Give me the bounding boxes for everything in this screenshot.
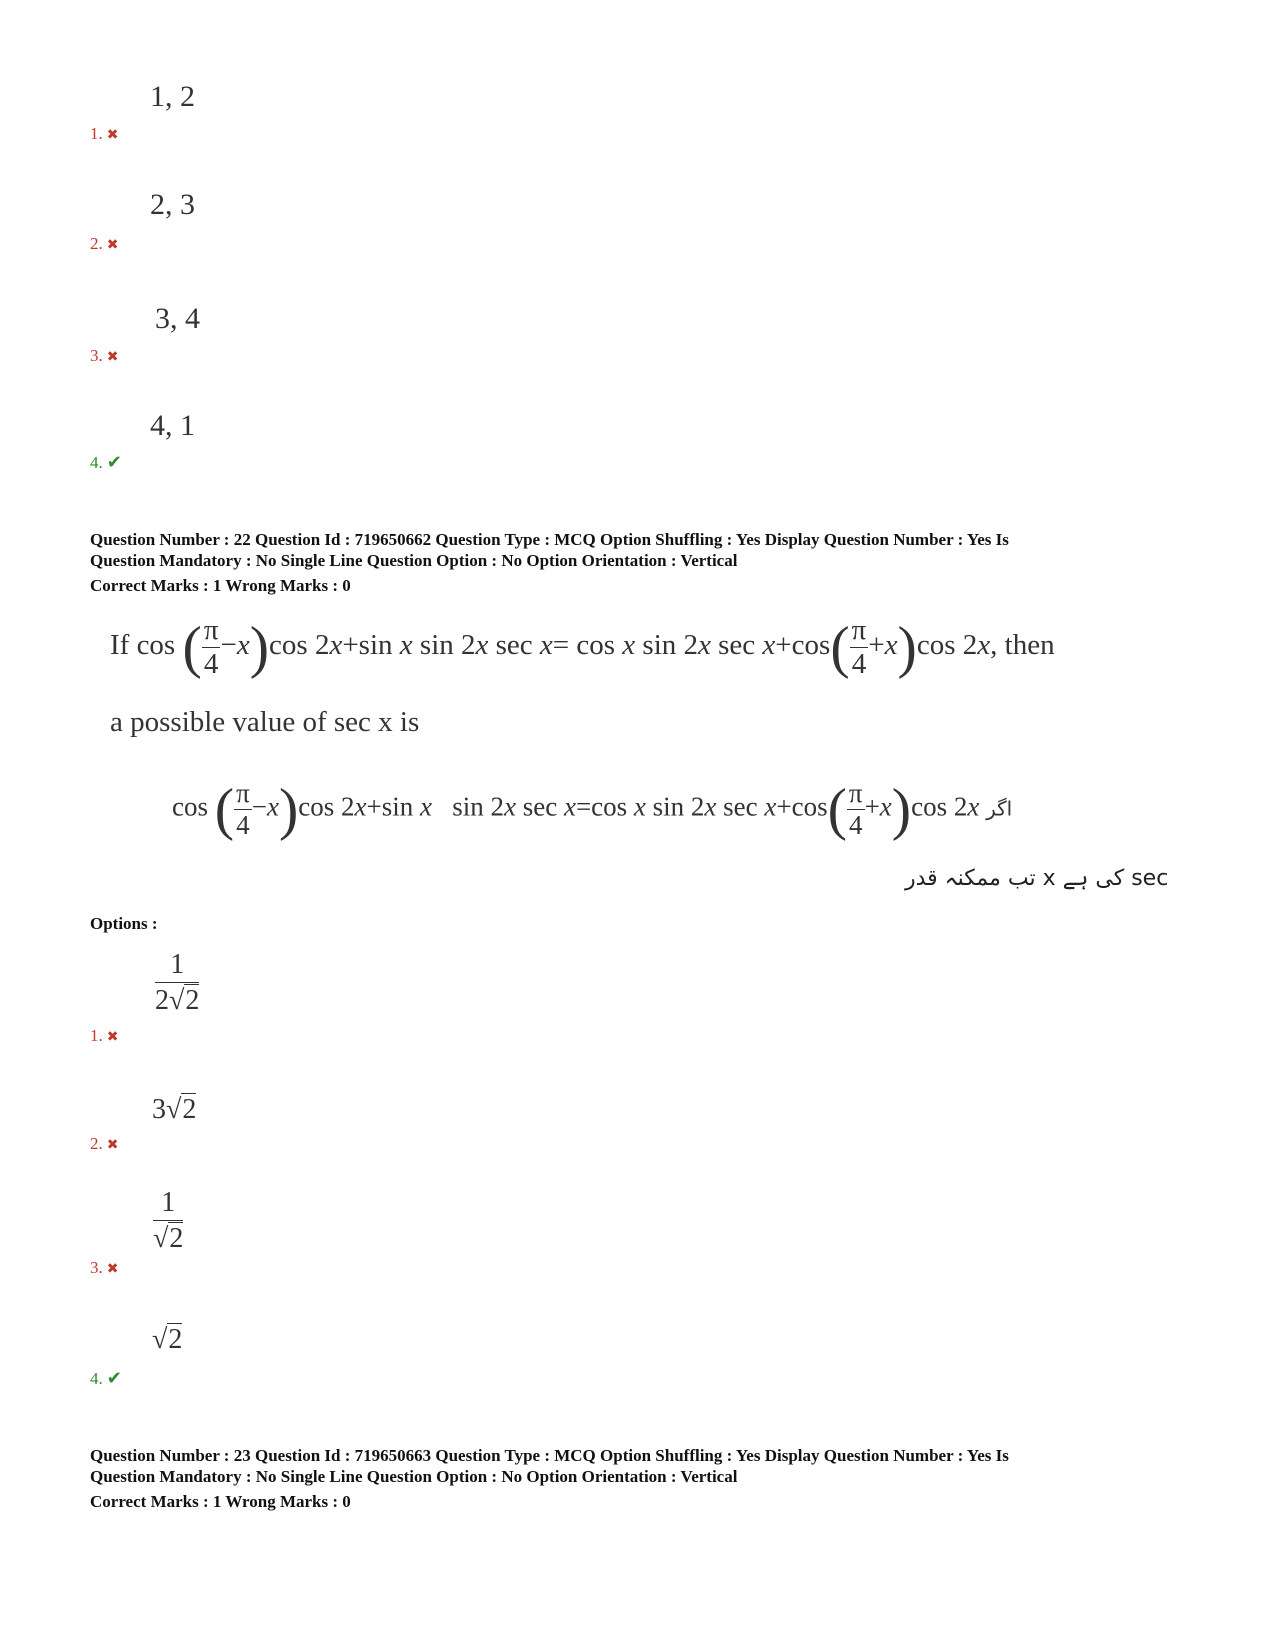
check-icon: ✔ xyxy=(106,452,122,472)
question-22-urdu-equation: cos ( $\frac{\pi}{4}$ −x)cos 2x+sin x sin 2x sec x=cos x sin 2x sec x+cos( $\frac{\pi}{4}$ +x)cos 2x اگر xyxy=(172,776,1013,842)
prev-option-3-value: 3, 4 xyxy=(155,302,200,335)
question-22-english-line2: a possible value of sec x is xyxy=(110,706,420,738)
cross-icon: ✖ xyxy=(106,1262,119,1277)
prev-option-3 xyxy=(90,346,118,366)
prev-option-1 xyxy=(90,124,118,144)
q22-option-1-value: $\frac{1}{2√2}$ xyxy=(155,949,200,1017)
check-icon: ✔ xyxy=(106,1368,122,1388)
q22-option-4-value: √2 xyxy=(152,1324,183,1355)
q22-option-2-value: 3√2 xyxy=(152,1094,197,1125)
q22-option-1 xyxy=(90,1026,118,1046)
prev-option-2-value: 2, 3 xyxy=(150,188,195,221)
option-number: 4. xyxy=(90,1369,103,1388)
options-label: Options : xyxy=(90,914,158,933)
cross-icon: ✖ xyxy=(106,1138,119,1153)
option-number: 3. xyxy=(90,346,103,365)
cross-icon: ✖ xyxy=(106,128,119,143)
meta-line-1: Question Number : 23 Question Id : 719650663 Question Type : MCQ Option Shuffling : Yes Display Question Number : Yes Is xyxy=(90,1446,1009,1465)
cross-icon: ✖ xyxy=(106,350,119,365)
q22-option-3-value: $\frac{1}{√2}$ xyxy=(153,1187,184,1255)
option-number: 4. xyxy=(90,453,103,472)
option-number: 1. xyxy=(90,1026,103,1045)
prev-option-4-value: 4, 1 xyxy=(150,409,195,442)
prev-option-2 xyxy=(90,234,118,254)
question-22-urdu-line2: تب ممکنہ قدر x کی ہے sec xyxy=(905,866,1169,891)
option-number: 2. xyxy=(90,234,103,253)
option-number: 1. xyxy=(90,124,103,143)
question-22-meta xyxy=(90,529,1210,596)
marks-line: Correct Marks : 1 Wrong Marks : 0 xyxy=(90,576,351,595)
cross-icon: ✖ xyxy=(106,238,119,253)
meta-line-2: Question Mandatory : No Single Line Question Option : No Option Orientation : Vertical xyxy=(90,551,738,570)
meta-line-2: Question Mandatory : No Single Line Question Option : No Option Orientation : Vertical xyxy=(90,1467,738,1486)
equation-suffix: , then xyxy=(990,629,1055,662)
prev-option-4 xyxy=(90,452,122,473)
prev-option-1-value: 1, 2 xyxy=(150,80,195,113)
q22-option-4 xyxy=(90,1368,122,1389)
cross-icon: ✖ xyxy=(106,1030,119,1045)
option-number: 2. xyxy=(90,1134,103,1153)
q22-option-2 xyxy=(90,1134,118,1154)
meta-line-1: Question Number : 22 Question Id : 719650662 Question Type : MCQ Option Shuffling : Yes Display Question Number : Yes Is xyxy=(90,530,1009,549)
q22-option-3 xyxy=(90,1258,118,1278)
urdu-prefix: اگر xyxy=(986,796,1013,821)
question-23-meta xyxy=(90,1445,1210,1512)
option-number: 3. xyxy=(90,1258,103,1277)
marks-line: Correct Marks : 1 Wrong Marks : 0 xyxy=(90,1492,351,1511)
question-22-english-equation: If cos ( $\frac{\pi}{4}$ −x)cos 2x+sin x sin 2x sec x= cos x sin 2x sec x+cos( $\frac{\pi}{4}$ +x)cos 2x, then xyxy=(110,614,1055,680)
equation-prefix: If cos xyxy=(110,629,176,662)
